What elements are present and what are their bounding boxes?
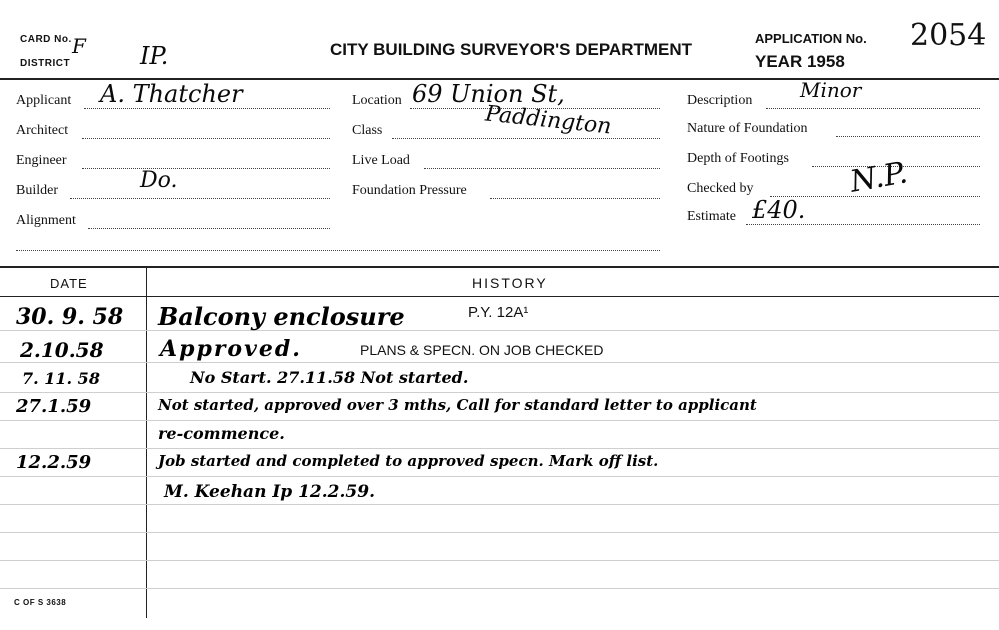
engineer-label: Engineer bbox=[16, 153, 67, 168]
table-header-rule bbox=[0, 296, 999, 297]
nature-of-foundation-label: Nature of Foundation bbox=[687, 121, 808, 136]
row-entry: Approved. bbox=[160, 336, 302, 362]
rule-line bbox=[0, 560, 999, 561]
rule-line bbox=[0, 504, 999, 505]
rule-line bbox=[0, 448, 999, 449]
depth-of-footings-label: Depth of Footings bbox=[687, 151, 789, 166]
architect-label: Architect bbox=[16, 123, 69, 138]
rule-line bbox=[0, 362, 999, 363]
estimate-value: £40. bbox=[752, 196, 806, 224]
row-date: 12.2.59 bbox=[16, 452, 92, 473]
live-load-label: Live Load bbox=[352, 153, 410, 168]
applicant-line bbox=[84, 108, 330, 109]
application-number: 2054 bbox=[910, 18, 987, 53]
form-code: C OF S 3638 bbox=[14, 598, 67, 607]
district-value: IP. bbox=[140, 42, 169, 70]
description-line bbox=[766, 108, 980, 109]
row-entry: M. Keehan Ip 12.2.59. bbox=[164, 482, 375, 502]
row-stamp: PLANS & SPECN. ON JOB CHECKED bbox=[360, 342, 604, 358]
description-value: Minor bbox=[800, 78, 862, 102]
department-title: CITY BUILDING SURVEYOR'S DEPARTMENT bbox=[330, 40, 693, 59]
foundation-pressure-line bbox=[490, 198, 660, 199]
builder-value: Do. bbox=[140, 168, 178, 193]
location-value-2: Paddington bbox=[484, 101, 613, 140]
checked-by-label: Checked by bbox=[687, 181, 754, 196]
estimate-line bbox=[746, 224, 980, 225]
alignment-line bbox=[88, 228, 330, 229]
card-no-value: F bbox=[72, 34, 86, 58]
class-line bbox=[392, 138, 660, 139]
application-label: APPLICATION No. bbox=[755, 31, 867, 46]
date-header: DATE bbox=[50, 276, 88, 291]
checked-by-value: N.P. bbox=[847, 155, 911, 200]
rule-line bbox=[0, 330, 999, 331]
applicant-value: A. Thatcher bbox=[100, 80, 243, 108]
rule-line bbox=[0, 476, 999, 477]
row-entry: No Start. 27.11.58 Not started. bbox=[190, 368, 469, 387]
extra-line bbox=[16, 250, 660, 251]
row-stamp: P.Y. 12A¹ bbox=[468, 304, 529, 321]
history-header: HISTORY bbox=[472, 275, 548, 291]
year-label: YEAR 1958 bbox=[755, 52, 845, 71]
row-date: 7. 11. 58 bbox=[22, 369, 100, 388]
builder-line bbox=[70, 198, 330, 199]
description-label: Description bbox=[687, 93, 753, 108]
alignment-label: Alignment bbox=[16, 213, 76, 228]
row-entry: Job started and completed to approved specn. Mark off list. bbox=[158, 452, 659, 470]
applicant-label: Applicant bbox=[16, 93, 72, 108]
class-label: Class bbox=[352, 123, 383, 138]
row-date: 27.1.59 bbox=[16, 396, 92, 417]
row-entry: Balcony enclosure bbox=[158, 302, 405, 331]
row-entry: Not started, approved over 3 mths, Call for standard letter to applicant bbox=[158, 396, 757, 414]
row-entry: re-commence. bbox=[158, 424, 285, 443]
card-no-label: CARD No. bbox=[20, 34, 72, 45]
rule-line bbox=[0, 420, 999, 421]
rule-line bbox=[0, 392, 999, 393]
table-top-rule bbox=[0, 266, 999, 268]
location-value: 69 Union St, bbox=[412, 80, 565, 108]
estimate-label: Estimate bbox=[687, 209, 736, 224]
date-column-divider bbox=[146, 266, 147, 618]
architect-line bbox=[82, 138, 330, 139]
row-date: 30. 9. 58 bbox=[16, 304, 124, 330]
row-date: 2.10.58 bbox=[20, 338, 104, 362]
nature-of-foundation-line bbox=[836, 136, 980, 137]
live-load-line bbox=[424, 168, 660, 169]
district-label: DISTRICT bbox=[20, 58, 71, 69]
rule-line bbox=[0, 532, 999, 533]
location-label: Location bbox=[352, 93, 402, 108]
engineer-line bbox=[82, 168, 330, 169]
foundation-pressure-label: Foundation Pressure bbox=[352, 183, 467, 198]
rule-line bbox=[0, 588, 999, 589]
builder-label: Builder bbox=[16, 183, 58, 198]
